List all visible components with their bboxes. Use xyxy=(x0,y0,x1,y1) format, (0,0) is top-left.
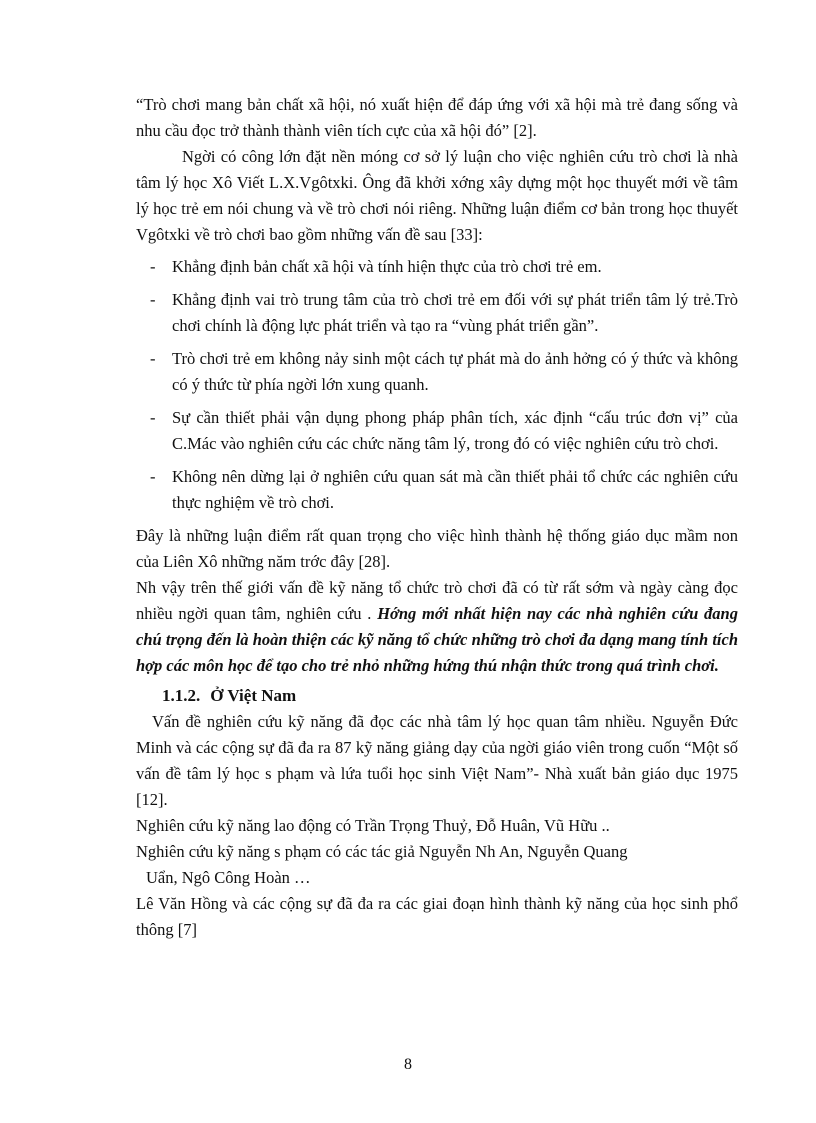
paragraph-pedagogy-skills-cont: Uẩn, Ngô Công Hoàn … xyxy=(146,868,311,887)
paragraph-skill-stages: Lê Văn Hồng và các cộng sự đã đa ra các giai đoạn hình thành kỹ năng của học sinh phổ thông [7] xyxy=(136,894,738,939)
bullet-dash-icon: - xyxy=(150,408,156,427)
body-text xyxy=(136,92,738,943)
bullet-dash-icon: - xyxy=(150,290,156,309)
paragraph-vietnam-research: Vấn đề nghiên cứu kỹ năng đã đọc các nhà tâm lý học quan tâm nhiều. Nguyễn Đức Minh và các cộng sự đã đa ra 87 kỹ năng giảng dạy của ngời giáo viên trong cuốn “Một số vấn đề tâm lý học s phạm và lứa tuổi học sinh Việt Nam”- Nhà xuất bản giáo dục 1975 [12]. xyxy=(136,712,738,809)
paragraph-pedagogy-skills: Nghiên cứu kỹ năng s phạm có các tác giả Nguyễn Nh An, Nguyễn Quang xyxy=(136,842,628,861)
paragraph-normal-text: Nh vậy trên thế giới vấn đề kỹ năng tổ chức trò chơi đã có từ rất sớm và ngày càng đọc nhiều ngời quan tâm, nghiên cứu . xyxy=(136,578,738,623)
section-heading xyxy=(136,683,738,709)
section-number: 1.1.2. xyxy=(162,686,201,705)
list-item-text: Sự cần thiết phải vận dụng phong pháp phân tích, xác định “cấu trúc đơn vị” của C.Mác vào nghiên cứu các chức năng tâm lý, trong đó có việc nghiên cứu trò chơi. xyxy=(172,408,738,453)
page-number: 8 xyxy=(404,1056,412,1073)
list-item-text: Khẳng định vai trò trung tâm của trò chơi trẻ em đối với sự phát triển tâm lý trẻ.Trò chơi chính là động lực phát triển và tạo ra “vùng phát triển gần”. xyxy=(172,290,738,335)
list-item-text: Khẳng định bản chất xã hội và tính hiện thực của trò chơi trẻ em. xyxy=(172,257,602,276)
paragraph-labor-skills: Nghiên cứu kỹ năng lao động có Trần Trọng Thuỷ, Đỗ Huân, Vũ Hữu .. xyxy=(136,816,610,835)
list-item-text: Trò chơi trẻ em không nảy sinh một cách tự phát mà do ảnh hởng có ý thức và không có ý thức từ phía ngời lớn xung quanh. xyxy=(172,349,738,394)
paragraph-vygotsky: Ngời có công lớn đặt nền móng cơ sở lý luận cho việc nghiên cứu trò chơi là nhà tâm lý học Xô Viết L.X.Vgôtxki. Ông đã khởi xớng xây dựng một học thuyết mới về tâm lý học trẻ em nói chung và về trò chơi nói riêng. Những luận điểm cơ bản trong học thuyết Vgôtxki về trò chơi bao gồm những vấn đề sau [33]: xyxy=(136,147,738,244)
section-title: Ở Việt Nam xyxy=(210,686,297,705)
bullet-dash-icon: - xyxy=(150,349,156,368)
bullet-dash-icon: - xyxy=(150,257,156,276)
paragraph-world-research xyxy=(136,575,738,679)
list-item-text: Không nên dừng lại ở nghiên cứu quan sát mà cần thiết phải tổ chức các nghiên cứu thực nghiệm về trò chơi. xyxy=(172,467,738,512)
list-item xyxy=(136,346,738,398)
vygotsky-points-list xyxy=(136,254,738,516)
paragraph-emphasis-text: Hớng mới nhất hiện nay các nhà nghiên cứu đang chú trọng đến là hoàn thiện các kỹ năng tổ chức những trò chơi đa dạng mang tính tích hợp các môn học để tạo cho trẻ nhỏ những hứng thú nhận thức trong quá trình chơi. xyxy=(136,604,738,675)
paragraph-quote: “Trò chơi mang bản chất xã hội, nó xuất hiện để đáp ứng với xã hội mà trẻ đang sống và nhu cầu đọc trở thành thành viên tích cực của xã hội đó” [2]. xyxy=(136,95,738,140)
list-item xyxy=(136,287,738,339)
paragraph-soviet-education: Đây là những luận điểm rất quan trọng cho việc hình thành hệ thống giáo dục mầm non của Liên Xô những năm trớc đây [28]. xyxy=(136,526,738,571)
list-item xyxy=(136,464,738,516)
list-item xyxy=(136,405,738,457)
bullet-dash-icon: - xyxy=(150,467,156,486)
list-item xyxy=(136,254,738,280)
